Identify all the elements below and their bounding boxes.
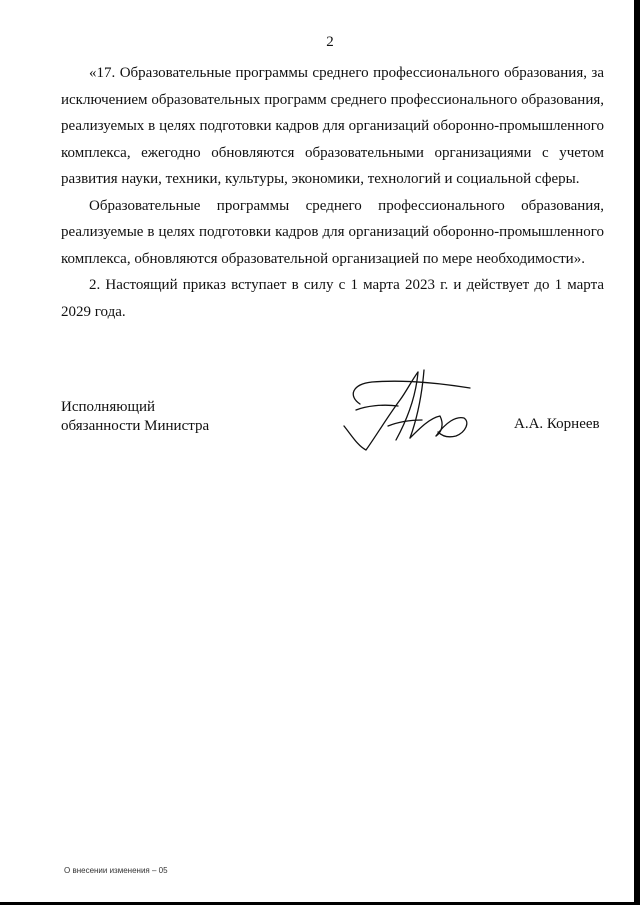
paragraph-effective-date: 2. Настоящий приказ вступает в силу с 1 марта 2023 г. и действует до 1 марта 2029 года.	[61, 277, 604, 320]
handwritten-signature	[338, 366, 478, 456]
paragraph-item-17: «17. Образовательные программы среднего профессионального образования, за исключением образовательных программ среднего профессионального образования, реализуемых в целях подготовки кадров для организаций оборонно-промышленного комплекса, ежегодно обновляются образовательными организациями с учетом развития науки, техники, культуры, экономики, технологий и социальной сферы.	[61, 65, 604, 187]
document-body	[61, 60, 604, 325]
page-edge-right	[634, 0, 640, 905]
paragraph-defense-programs: Образовательные программы среднего профессионального образования, реализуемые в целях подготовки кадров для организаций оборонно-промышленного комплекса, обновляются образовательной организацией по мере необходимости».	[61, 197, 604, 267]
signatory-title-line2: обязанности Министра	[61, 418, 210, 434]
page-number: 2	[326, 34, 334, 50]
signatory-title-line1: Исполняющий	[61, 399, 156, 415]
signatory-name: А.А. Корнеев	[514, 416, 600, 432]
footer-note: О внесении изменения – 05	[64, 866, 168, 875]
signatory-title	[61, 398, 209, 436]
